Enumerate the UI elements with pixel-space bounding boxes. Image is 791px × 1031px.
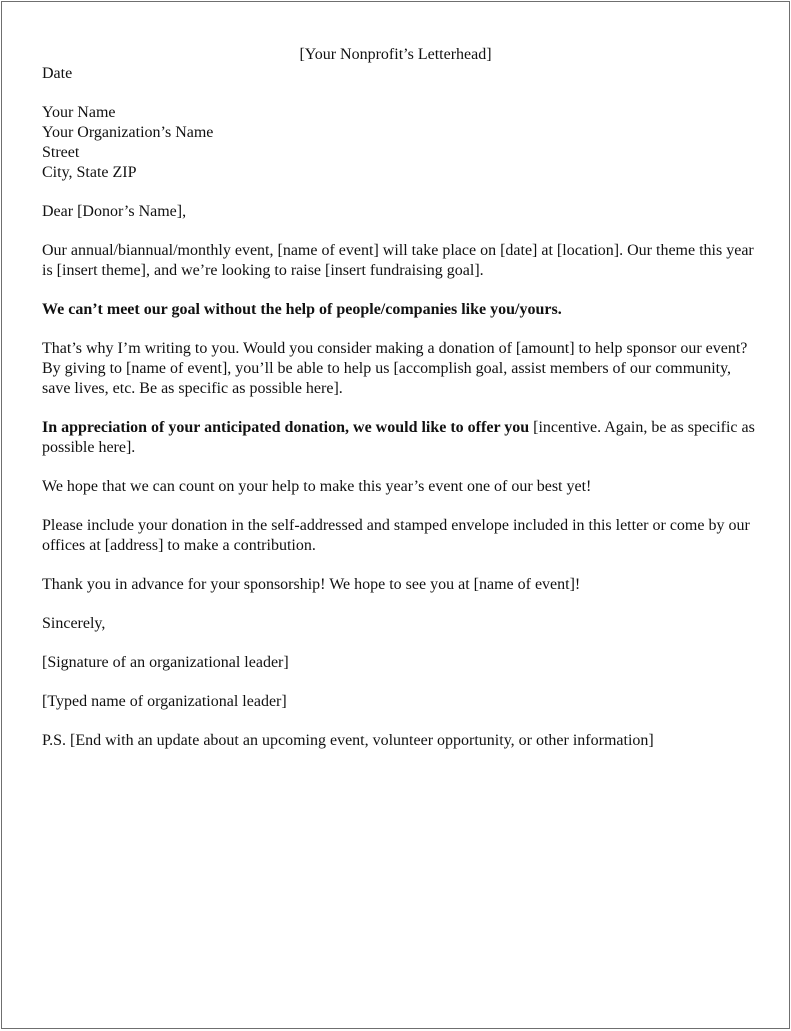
signature-placeholder: [Signature of an organizational leader] xyxy=(42,654,289,671)
sender-address xyxy=(42,103,762,183)
sender-city-state-zip: City, State ZIP xyxy=(42,164,137,181)
letterhead: [Your Nonprofit’s Letterhead] xyxy=(299,46,492,63)
letter-page xyxy=(1,1,790,1029)
event-intro-paragraph: Our annual/biannual/monthly event, [name of event] will take place on [date] at [location]. Our theme this year is [insert theme], and we’re looking to raise [insert fundraising goal]. xyxy=(42,242,754,279)
date-line: Date xyxy=(42,65,73,82)
sender-name: Your Name xyxy=(42,104,116,121)
closing: Sincerely, xyxy=(42,615,106,632)
letter-body xyxy=(42,64,762,770)
sender-street: Street xyxy=(42,144,80,161)
sender-organization: Your Organization’s Name xyxy=(42,124,214,141)
appreciation-paragraph xyxy=(42,418,762,458)
typed-name-placeholder: [Typed name of organizational leader] xyxy=(42,693,287,710)
request-paragraph: That’s why I’m writing to you. Would you consider making a donation of [amount] to help sponsor our event? By giving to [name of event], you’ll be able to help us [accomplish goal, assist members of our community, save lives, etc. Be as specific as possible here]. xyxy=(42,340,748,397)
postscript: P.S. [End with an update about an upcoming event, volunteer opportunity, or other information] xyxy=(42,732,654,749)
hope-paragraph: We hope that we can count on your help to make this year’s event one of our best yet! xyxy=(42,478,592,495)
goal-statement: We can’t meet our goal without the help of people/companies like you/yours. xyxy=(42,301,562,318)
thanks-paragraph: Thank you in advance for your sponsorship! We hope to see you at [name of event]! xyxy=(42,576,581,593)
appreciation-bold-text: In appreciation of your anticipated donation, we would like to offer you xyxy=(42,419,530,436)
instructions-paragraph: Please include your donation in the self-addressed and stamped envelope included in this letter or come by our offices at [address] to make a contribution. xyxy=(42,517,750,554)
salutation: Dear [Donor’s Name], xyxy=(42,203,187,220)
appreciation-incentive-text: [incentive. Again, be as specific as possible here]. xyxy=(42,419,755,456)
